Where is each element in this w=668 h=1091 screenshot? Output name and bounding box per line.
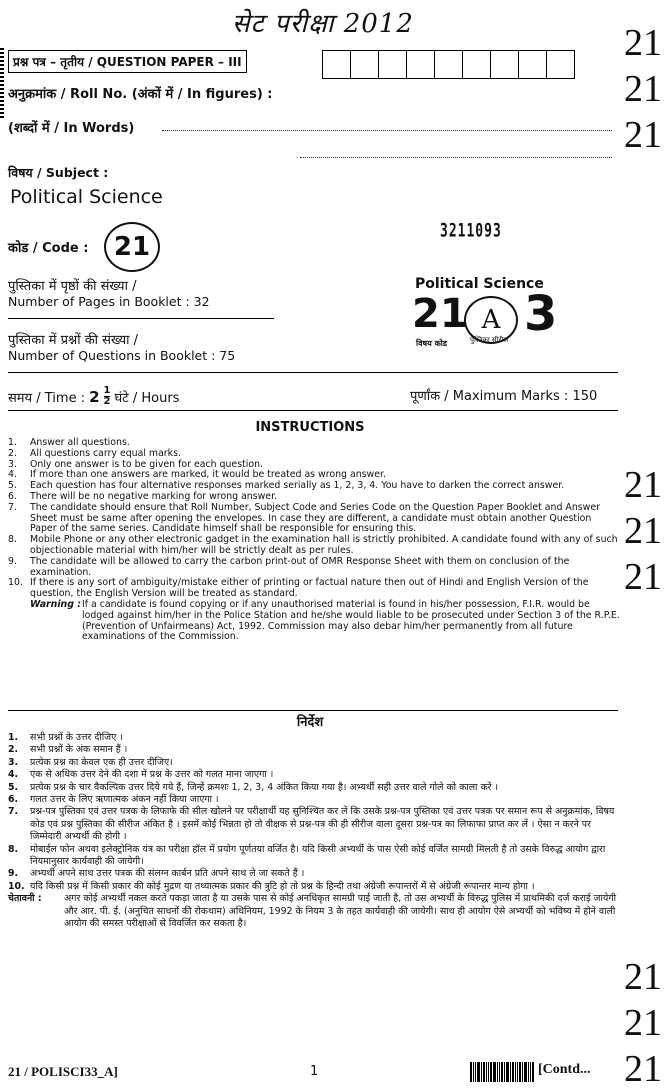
code-label: कोड / Code : xyxy=(8,241,89,256)
hindi-heading: निर्देश xyxy=(296,715,324,730)
barcode-bar xyxy=(510,1062,511,1082)
hindi-instruction-item xyxy=(8,782,620,794)
barcode-bar xyxy=(493,1062,496,1082)
instruction-item xyxy=(8,503,620,535)
instruction-text: The candidate will be allowed to carry the carbon print-out of OMR Response Sheet with them on conclusion of the examination. xyxy=(30,555,570,578)
subject-code-caption: विषय कोड xyxy=(416,339,448,348)
barcode-bar xyxy=(490,1062,492,1082)
instruction-text: If there is any sort of ambiguity/mistake either of printing or factual nature then out of Hindi and English Version of the question, the English Version will be treated as standard. xyxy=(30,577,589,600)
time-num: 1 xyxy=(103,385,111,396)
paper-code-badge: 21 xyxy=(624,464,662,506)
hindi-instruction-text: गलत उत्तर के लिए ऋणात्मक अंकन नहीं किया जाएगा । xyxy=(30,794,219,806)
warning xyxy=(8,600,620,643)
barcode-bar xyxy=(486,1062,487,1082)
marks-label: पूर्णांक / Maximum Marks : 150 xyxy=(410,389,598,404)
hindi-warning-label: चेतावनी : xyxy=(8,893,42,905)
instruction-item xyxy=(8,557,620,579)
hindi-instruction-text: प्रश्न-पत्र पुस्तिका एवं उत्तर पत्रक के लिफाफे की सील खोलने पर परीक्षार्थी यह सुनिश्चित कर लें कि उसके प्रश्न-पत्र पुस्तिका एवं उत्तर पत्रक पर समान रूप से अनुक्रमांक, विषय कोड एवं प्रश्न पुस्तिका की सीरीज अंकित है । इसमें कोई भिन्नता हो तो वीक्षक से प्रश्न-पत्र की ही सीरीज वाला दूसरा प्रश्न-पत्र का लिफाफा प्राप्त कर लें । ऐसा न करने पर जिम्मेदारी अभ्यर्थी की होगी । xyxy=(30,806,615,843)
instruction-number: 9. xyxy=(8,555,17,567)
paper-code-badge: 21 xyxy=(624,556,662,598)
barcode-bar xyxy=(477,1062,480,1082)
pages-label-en: Number of Pages in Booklet : 32 xyxy=(8,294,210,309)
time-unit: घंटे / Hours xyxy=(114,390,180,406)
paper-code-badge: 21 xyxy=(624,114,662,156)
margin-marks xyxy=(0,48,4,118)
subject-field-line xyxy=(300,157,612,158)
instruction-text: Each question has four alternative responses marked serially as 1, 2, 3, 4. You have to darken the correct answer. xyxy=(30,480,565,492)
divider xyxy=(8,410,618,411)
hindi-instruction-item xyxy=(8,806,620,843)
barcode-bar xyxy=(512,1062,514,1082)
barcode-bar xyxy=(506,1062,509,1082)
hindi-warning xyxy=(8,893,620,930)
code-value: 21 xyxy=(104,222,160,272)
barcode-bar xyxy=(499,1062,500,1082)
time-row xyxy=(8,386,179,407)
time-label: समय / Time : xyxy=(8,390,86,406)
hindi-instruction-number: 2. xyxy=(8,744,19,756)
instruction-text: Mobile Phone or any other electronic gadget in the examination hall is strictly prohibited. A candidate found with any of such objectionable material with him/her will be strictly dealt as per rules. xyxy=(30,534,618,556)
stamp-number: 3211093 xyxy=(440,221,502,242)
instruction-number: 6. xyxy=(8,490,17,502)
hindi-instruction-item xyxy=(8,868,620,880)
divider xyxy=(8,710,618,711)
instruction-number: 1. xyxy=(8,437,17,448)
instructions-heading: INSTRUCTIONS xyxy=(255,420,365,435)
paper-code-badge: 21 xyxy=(624,68,662,110)
barcode-bar xyxy=(501,1062,503,1082)
hindi-instructions-list xyxy=(8,732,620,931)
footer-page: 1 xyxy=(310,1064,319,1079)
hindi-instruction-number: 5. xyxy=(8,781,19,793)
hindi-instruction-item xyxy=(8,844,620,869)
barcode-bar xyxy=(497,1062,498,1082)
hindi-instruction-item xyxy=(8,732,620,744)
instruction-text: There will be no negative marking for wrong answer. xyxy=(30,490,278,502)
barcode-bar xyxy=(473,1062,474,1082)
series-code: 21 xyxy=(412,291,468,337)
hindi-instruction-item xyxy=(8,881,620,893)
instruction-item xyxy=(8,578,620,600)
barcode-bar xyxy=(522,1062,523,1082)
instruction-number: 4. xyxy=(8,469,17,481)
warning-text: If a candidate is found copying or if any unauthorised material is found in his/her possession, F.I.R. would be lodged against him/her in the Police Station and he/she would liable to be prosecuted under Section 3 of the R.P.E. (Prevention of Unfairmeans) Act, 1992. Commission may also debar him/her permanently from all future examinations of the Commission. xyxy=(82,598,620,643)
instruction-number: 2. xyxy=(8,447,17,459)
hindi-instruction-text: मोबाईल फोन अथवा इलेक्ट्रोनिक यंत्र का परीक्षा हॉल में प्रयोग पूर्णतया वर्जित है। यदि किसी अभ्यर्थी के पास ऐसी कोई वर्जित सामग्री मिलती है तो उसके विरुद्ध आयोग द्वारा नियमानुसार कार्यवाही की जायेगी। xyxy=(30,843,606,868)
series-subject: Political Science xyxy=(415,276,544,292)
hindi-instruction-text: सभी प्रश्नों के अंक समान हैं । xyxy=(30,744,128,756)
hindi-instruction-number: 4. xyxy=(8,769,19,781)
instruction-number: 5. xyxy=(8,480,17,492)
barcode-bar xyxy=(515,1062,516,1082)
barcode-bar xyxy=(528,1062,529,1082)
time-fraction xyxy=(104,386,111,407)
instruction-number: 3. xyxy=(8,458,17,470)
in-words-label: (शब्दों में / In Words) xyxy=(8,121,135,136)
instruction-text: The candidate should ensure that Roll Number, Subject Code and Series Code on the Question Paper Booklet and Answer Sheet must be same after opening the envelopes. In case they are different, a candidate must obtain another Question Paper of the same series. Candidate himself shall be responsible for ensuring this. xyxy=(30,501,600,535)
roll-no-label: अनुक्रमांक / Roll No. (अंकों में / In figures) : xyxy=(8,87,273,102)
subject-value: Political Science xyxy=(10,186,163,208)
instructions-list xyxy=(8,438,620,643)
hindi-instruction-item xyxy=(8,744,620,756)
hindi-instruction-number: 6. xyxy=(8,794,19,806)
hindi-instruction-text: सभी प्रश्नों के उत्तर दीजिए । xyxy=(30,732,123,743)
paper-code-badge: 21 xyxy=(624,1048,662,1090)
series-caption: पुस्तिका सीरीज xyxy=(470,336,509,344)
questions-label-en: Number of Questions in Booklet : 75 xyxy=(8,348,236,363)
hindi-instruction-number: 7. xyxy=(8,806,19,818)
questions-label-hi: पुस्तिका में प्रश्नों की संख्या / xyxy=(8,333,138,348)
hindi-warning-text: अगर कोई अभ्यर्थी नकल करते पकड़ा जाता है या उसके पास से कोई अनधिकृत सामग्री पाई जाती है, तो उस अभ्यर्थी के विरुद्ध पुलिस में प्राथमिकी दर्ज कराई जायेगी और आर. पी. ई. (अनुचित साधनों की रोकथाम) अधिनियम, 1992 के नियम 3 के तहत कार्यवाही की जायेगी। साथ ही आयोग ऐसे अभ्यर्थी को भविष्य में होने वाली आयोग की समस्त परीक्षाओं से विवर्जित कर सकता है। xyxy=(64,893,617,930)
barcode-bar xyxy=(517,1062,518,1082)
hindi-instruction-item xyxy=(8,769,620,781)
barcode-bar xyxy=(475,1062,476,1082)
instruction-text: Answer all questions. xyxy=(30,437,130,448)
instruction-number: 10. xyxy=(8,577,23,589)
hindi-instruction-text: एक से अधिक उत्तर देने की दशा में प्रश्न के उत्तर को गलत माना जाएगा । xyxy=(30,769,274,781)
hindi-instruction-text: यदि किसी प्रश्न में किसी प्रकार की कोई मुद्रण या तथ्यात्मक प्रकार की त्रुटि हो तो प्रश्न के हिन्दी तथा अंग्रेजी रूपान्तरों में से अंग्रेजी रूपान्तर मान्य होगा । xyxy=(30,880,535,892)
series-paper: 3 xyxy=(524,286,558,342)
hindi-instruction-text: अभ्यर्थी अपने साथ उत्तर पत्रक की संलग्न कार्बन प्रति अपने साथ ले जा सकते हैं । xyxy=(30,868,305,880)
paper-code-badge: 21 xyxy=(624,1002,662,1044)
time-whole: 2 xyxy=(89,387,100,406)
hindi-instruction-number: 3. xyxy=(8,756,19,768)
instruction-text: If more than one answers are marked, it would be treated as wrong answer. xyxy=(30,469,386,481)
barcode-bar xyxy=(530,1062,531,1082)
pages-label-hi: पुस्तिका में पृष्ठों की संख्या / xyxy=(8,279,137,294)
instruction-item xyxy=(8,535,620,557)
footer-code: 21 / POLISCI33_A] xyxy=(8,1064,118,1079)
barcode-bar xyxy=(519,1062,521,1082)
subject-label: विषय / Subject : xyxy=(8,165,109,180)
series-letter: A xyxy=(464,296,518,344)
barcode-bar xyxy=(532,1062,534,1082)
roll-number-boxes[interactable] xyxy=(322,50,575,79)
instruction-text: All questions carry equal marks. xyxy=(30,447,181,459)
instruction-number: 7. xyxy=(8,501,17,513)
instruction-text: Only one answer is to be given for each question. xyxy=(30,458,264,470)
paper-code-badge: 21 xyxy=(624,956,662,998)
instruction-number: 8. xyxy=(8,534,17,546)
paper-code-badge: 21 xyxy=(624,22,662,64)
in-words-field[interactable] xyxy=(162,130,612,131)
warning-label: Warning : xyxy=(30,598,81,610)
hindi-instruction-item xyxy=(8,757,620,769)
barcode-bar xyxy=(504,1062,505,1082)
divider xyxy=(8,372,618,373)
question-paper-label: प्रश्न पत्र – तृतीय / QUESTION PAPER – III xyxy=(8,50,247,73)
paper-code-badge: 21 xyxy=(624,510,662,552)
hindi-instruction-item xyxy=(8,794,620,806)
hindi-instruction-number: 10. xyxy=(8,880,25,892)
hindi-instruction-text: प्रत्येक प्रश्न के चार वैकल्पिक उत्तर दिये गये हैं, जिन्हें क्रमशः 1, 2, 3, 4 अंकित किया गया है। अभ्यर्थी सही उत्तर वाले गोले को काला करें । xyxy=(30,781,499,793)
barcode-bar xyxy=(470,1062,472,1082)
barcode xyxy=(470,1062,535,1082)
divider xyxy=(8,318,274,319)
barcode-bar xyxy=(488,1062,489,1082)
barcode-bar xyxy=(524,1062,527,1082)
footer-contd: [Contd... xyxy=(538,1062,591,1077)
hindi-instruction-number: 8. xyxy=(8,843,19,855)
barcode-bar xyxy=(483,1062,485,1082)
time-den: 2 xyxy=(103,396,111,407)
handwritten-title: सेट परीक्षा 2012 xyxy=(232,9,414,39)
barcode-bar xyxy=(481,1062,482,1082)
hindi-instruction-number: 1. xyxy=(8,732,19,743)
hindi-instruction-text: प्रत्येक प्रश्न का केवल एक ही उत्तर दीजिए। xyxy=(30,756,173,768)
instruction-item xyxy=(8,449,620,460)
hindi-instruction-number: 9. xyxy=(8,868,19,880)
